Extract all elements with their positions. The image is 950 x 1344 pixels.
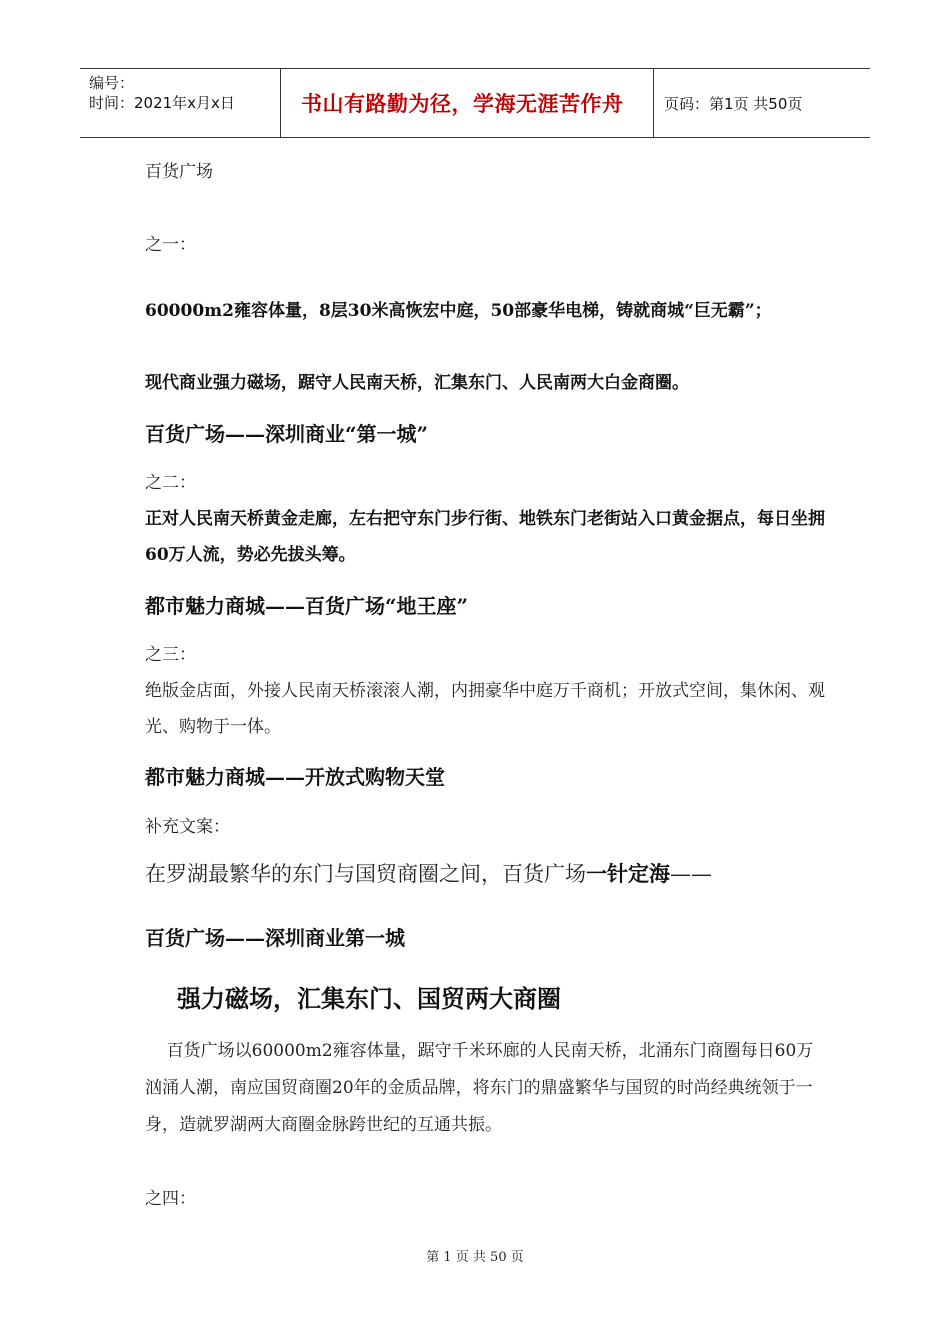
number-label: 编号： <box>89 74 135 92</box>
page-info: 页码：第1页 共50页 <box>664 94 803 113</box>
section-3-heading: 都市魅力商城——开放式购物天堂 <box>145 765 445 789</box>
section-1-line-2: 现代商业强力磁场，踞守人民南天桥，汇集东门、人民南两大白金商圈。 <box>145 373 689 393</box>
header-motto-cell <box>281 69 654 137</box>
body-paragraph: 百货广场以60000m2雍容体量，踞守千米环廊的人民南天桥，北涌东门商圈每日60万汹涌人潮，南应国贸商圈20年的金质品牌，将东门的鼎盛繁华与国贸的时尚经典统领于一身，造就罗湖两大商圈金脉跨世纪的互通共振。 <box>145 1041 814 1135</box>
section-3-label: 之三： <box>145 645 196 665</box>
header-table <box>80 68 870 138</box>
supplement-heading: 百货广场——深圳商业第一城 <box>145 926 405 950</box>
motto-text: 书山有路勤为径，学海无涯苦作舟 <box>301 91 624 116</box>
section-2-label: 之二： <box>145 473 196 493</box>
supplement-slogan <box>145 858 825 890</box>
time-label: 时间：2021年x月x日 <box>89 94 235 112</box>
slogan-part-1: 在罗湖最繁华的东门与国贸商圈之间，百货广场 <box>145 862 586 886</box>
section-1-line-1: 60000m2雍容体量，8层30米高恢宏中庭，50部豪华电梯，铸就商城“巨无霸”； <box>145 301 772 321</box>
section-2-heading: 都市魅力商城——百货广场“地王座” <box>145 594 469 618</box>
page-footer: 第 1 页 共 50 页 <box>426 1250 524 1265</box>
section-1-heading: 百货广场——深圳商业“第一城” <box>145 422 429 446</box>
supplement-label: 补充文案： <box>145 817 230 837</box>
header-meta-cell <box>80 69 281 137</box>
section-3-text: 绝版金店面，外接人民南天桥滚滚人潮，内拥豪华中庭万千商机；开放式空间，集休闲、观光、购物于一体。 <box>145 681 825 737</box>
slogan-bold: 一针定海 <box>586 861 670 886</box>
section-2-text: 正对人民南天桥黄金走廊，左右把守东门步行街、地铁东门老街站入口黄金据点，每日坐拥60万人流，势必先拔头筹。 <box>145 509 825 565</box>
slogan-part-2: —— <box>670 862 712 886</box>
document-title: 百货广场 <box>145 162 213 182</box>
big-heading: 强力磁场，汇集东门、国贸两大商圈 <box>177 984 561 1013</box>
section-4-label: 之四： <box>145 1189 196 1209</box>
section-1-label: 之一： <box>145 235 196 255</box>
header-page-cell <box>654 69 870 137</box>
